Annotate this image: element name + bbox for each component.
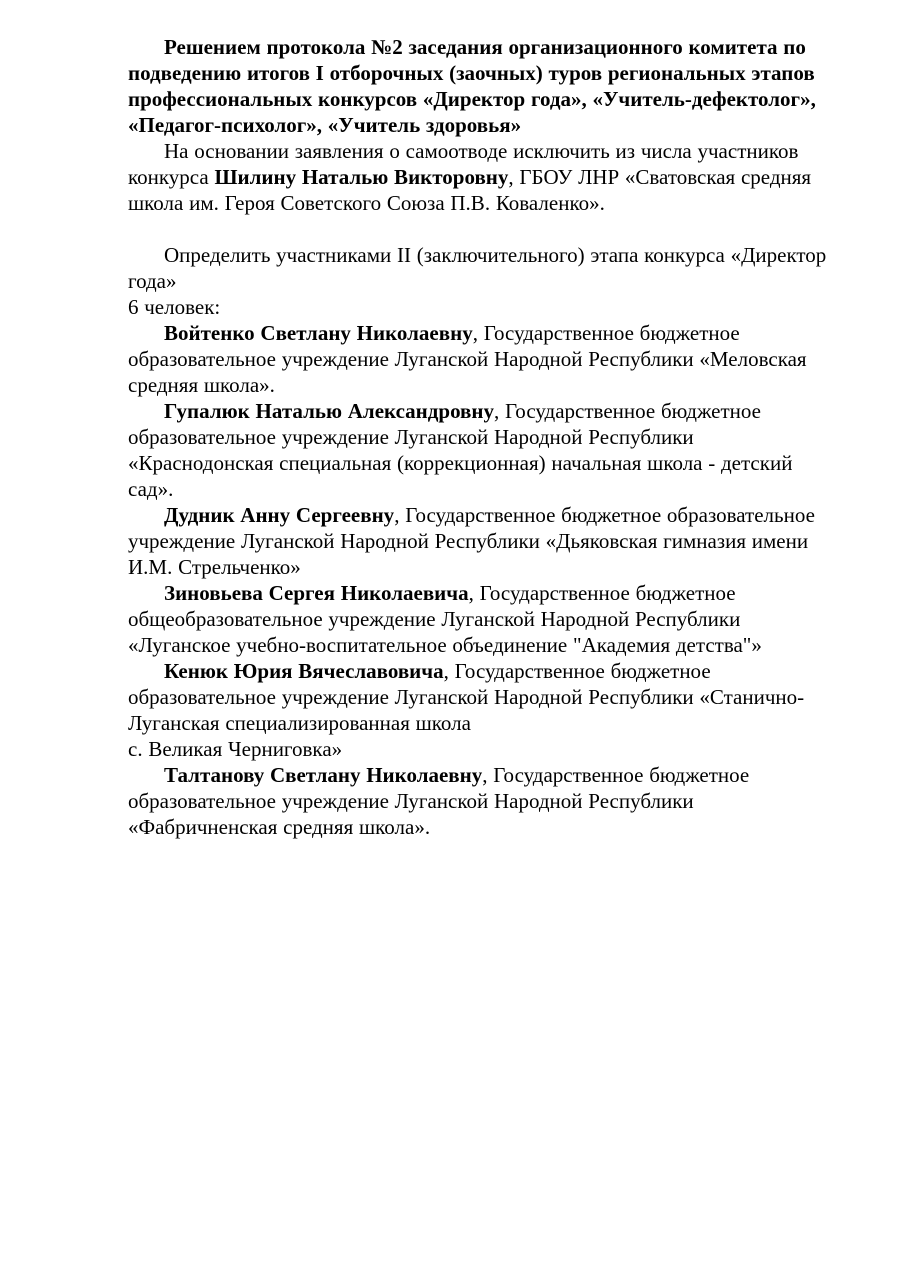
bold-text-run: Решением протокола №2 заседания организационного комитета по подведению итогов I отборочных (заочных) туров региональных этапов профессиональных конкурсов «Директор года», «Учитель-дефектолог», «Педагог-психолог», «Учитель здоровья» [128,35,816,137]
paragraph [128,294,838,320]
text-run: На основании заявления о самоотводе исключить из числа участников конкурса [128,139,799,189]
text-run: , Государственное бюджетное образовательное учреждение Луганской Народной Республики «Меловская средняя школа». [128,321,807,397]
paragraph [128,320,838,398]
text-run: , Государственное бюджетное образовательное учреждение Луганской Народной Республики «Дьяковская гимназия имени И.М. Стрельченко» [128,503,815,579]
paragraph [128,580,838,658]
bold-text-run: Зиновьева Сергея Николаевича [164,581,469,605]
paragraph [128,658,838,762]
paragraph [128,762,838,840]
paragraph [128,138,838,216]
paragraph [128,242,838,294]
text-run: , Государственное бюджетное образовательное учреждение Луганской Народной Республики «Станично-Луганская специализированная школа [128,659,805,735]
text-run: , Государственное бюджетное образовательное учреждение Луганской Народной Республики «Краснодонская специальная (коррекционная) начальная школа - детский сад». [128,399,793,501]
paragraph [128,502,838,580]
paragraph [128,398,838,502]
text-run: с. Великая Черниговка» [128,737,343,761]
bold-text-run: Дудник Анну Сергеевну [164,503,395,527]
bold-text-run: Кенюк Юрия Вячеславовича [164,659,444,683]
text-run: , Государственное бюджетное образовательное учреждение Луганской Народной Республики «Фабричненская средняя школа». [128,763,750,839]
text-run: 6 человек: [128,295,221,319]
bold-text-run: Талтанову Светлану Николаевну [164,763,483,787]
text-run: Определить участниками II (заключительного) этапа конкурса «Директор года» [128,243,827,293]
bold-text-run: Гупалюк Наталью Александровну [164,399,494,423]
text-run: , Государственное бюджетное общеобразовательное учреждение Луганской Народной Республики «Луганское учебно-воспитательное объединение "Академия детства"» [128,581,762,657]
bold-text-run: Шилину Наталью Викторовну [214,165,509,189]
bold-text-run: Войтенко Светлану Николаевну [164,321,473,345]
text-run: , ГБОУ ЛНР «Сватовская средняя школа им. Героя Советского Союза П.В. Коваленко». [128,165,812,215]
paragraph [128,34,838,138]
empty-line [128,216,838,242]
